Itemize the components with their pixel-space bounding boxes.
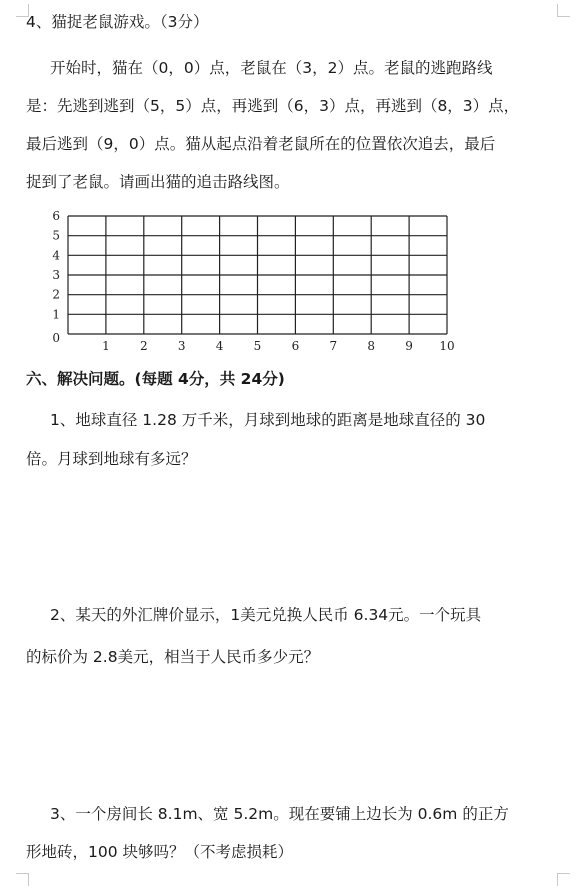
problem2-line-1: 2、某天的外汇牌价显示，1美元兑换人民币 6.34元。一个玩具 (50, 606, 482, 624)
y-tick-label: 5 (52, 228, 60, 243)
q4-heading: 4、猫捉老鼠游戏。（3分） (26, 13, 209, 31)
x-tick-label: 10 (439, 339, 455, 353)
problem2-line-2: 的标价为 2.8美元，相当于人民币多少元？ (26, 648, 320, 666)
problem1-line-2: 倍。月球到地球有多远？ (26, 450, 197, 468)
q4-line-3: 最后逃到（9，0）点。猫从起点沿着老鼠所在的位置依次追去，最后 (26, 135, 496, 153)
x-tick-label: 9 (405, 339, 413, 353)
problem3-line-1: 3、一个房间长 8.1m、宽 5.2m。现在要铺上边长为 0.6m 的正方 (50, 805, 509, 823)
q4-line-1: 开始时，猫在（0，0）点，老鼠在（3，2）点。老鼠的逃跑路线 (50, 59, 493, 77)
y-tick-label: 1 (52, 307, 60, 322)
x-tick-label: 2 (139, 339, 148, 353)
y-tick-label: 6 (52, 209, 60, 223)
problem3-line-2: 形地砖，100 块够吗？（不考虑损耗） (26, 843, 294, 861)
q4-line-4: 捉到了老鼠。请画出猫的追击路线图。 (26, 173, 290, 191)
x-tick-label: 5 (253, 339, 262, 353)
section6-heading: 六、解决问题。(每题 4分，共 24分) (26, 370, 285, 388)
problem1-line-1: 1、地球直径 1.28 万千米，月球到地球的距离是地球直径的 30 (50, 411, 486, 429)
x-tick-label: 8 (367, 339, 376, 353)
y-tick-label: 2 (52, 287, 60, 302)
x-tick-label: 1 (102, 339, 110, 353)
x-tick-label: 4 (215, 339, 224, 353)
coordinate-grid (38, 207, 478, 357)
crop-mark-top-right (557, 4, 570, 17)
crop-mark-bottom-right (557, 873, 570, 886)
grid-svg (38, 207, 478, 357)
x-tick-label: 3 (177, 339, 186, 353)
y-tick-label: 0 (52, 331, 60, 345)
crop-mark-bottom-left (16, 873, 29, 886)
x-tick-label: 6 (291, 339, 300, 353)
q4-line-2: 是：先逃到逃到（5，5）点，再逃到（6，3）点，再逃到（8，3）点， (26, 97, 520, 115)
x-tick-label: 7 (329, 339, 338, 353)
y-tick-label: 3 (52, 268, 60, 282)
y-tick-label: 4 (52, 248, 60, 263)
